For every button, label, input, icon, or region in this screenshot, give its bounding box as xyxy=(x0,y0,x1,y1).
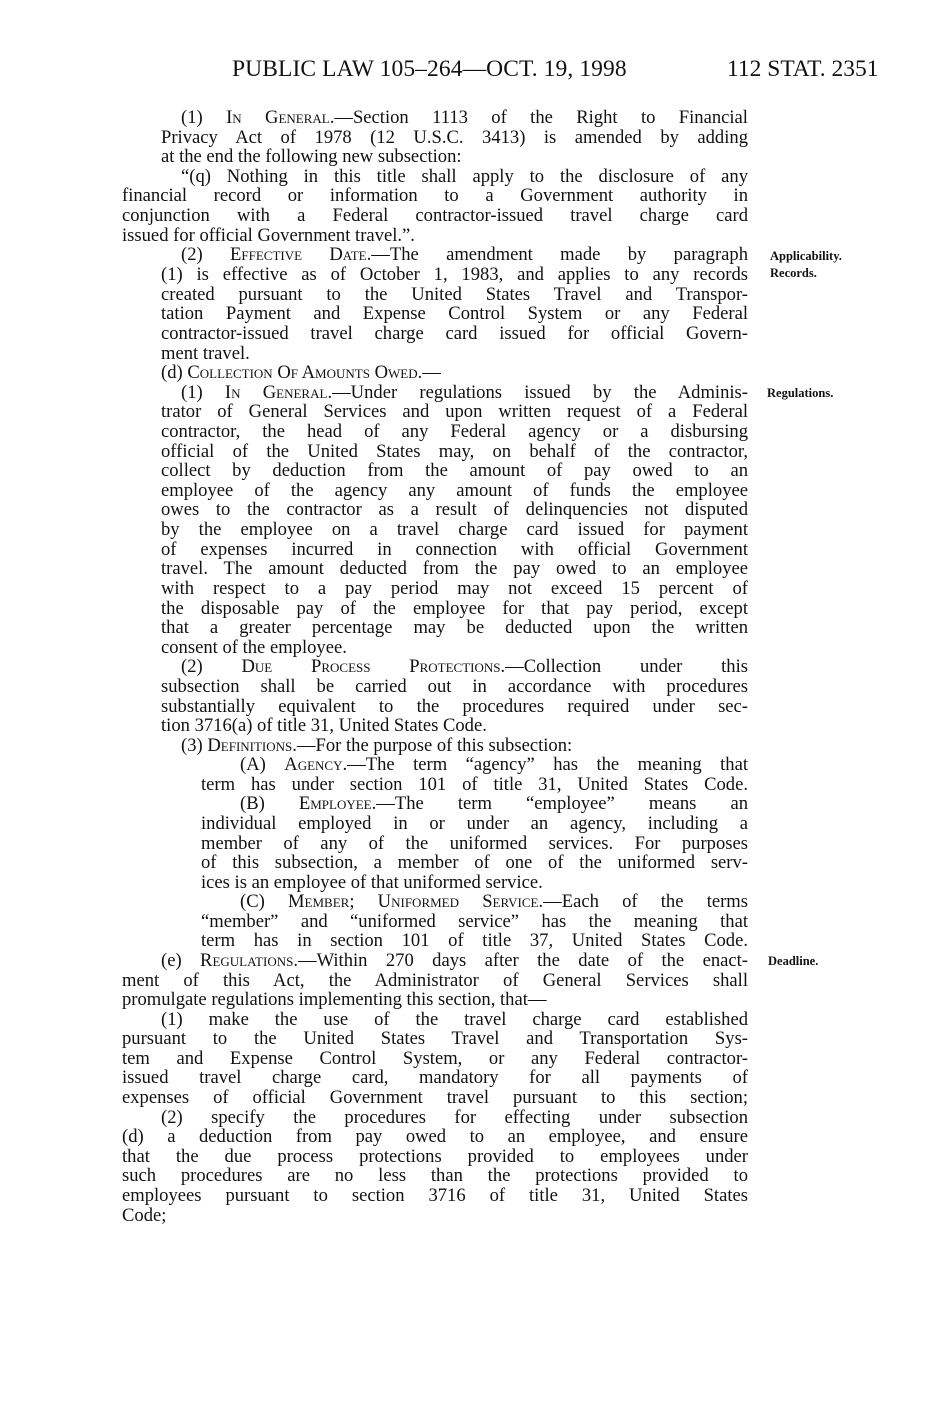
text-line: such procedures are no less than the protections provided to xyxy=(122,1165,748,1186)
text-line: issued travel charge card, mandatory for all payments of xyxy=(122,1067,748,1088)
text-line: created pursuant to the United States Travel and Transpor- xyxy=(161,284,748,305)
text-line: collect by deduction from the amount of pay owed to an xyxy=(161,460,748,481)
margin-note-records: Records. xyxy=(770,266,817,280)
text-line: contractor-issued travel charge card issued for official Govern- xyxy=(161,323,748,344)
text-line: (2) Due Process Protections.—Collection under this xyxy=(181,656,748,677)
text-line: with respect to a pay period may not exceed 15 percent of xyxy=(161,578,748,599)
text-line: tion 3716(a) of title 31, United States Code. xyxy=(161,715,487,736)
text-line: tem and Expense Control System, or any Federal contractor- xyxy=(122,1048,748,1069)
text-line: (1) is effective as of October 1, 1983, and applies to any records xyxy=(161,264,748,285)
text-line: expenses of official Government travel pursuant to this section; xyxy=(122,1087,748,1108)
text-line: (A) Agency.—The term “agency” has the meaning that xyxy=(240,754,748,775)
text-line: (2) Effective Date.—The amendment made by paragraph xyxy=(181,244,748,265)
text-line: term has under section 101 of title 31, United States Code. xyxy=(201,774,748,795)
text-line: financial record or information to a Government authority in xyxy=(122,185,748,206)
text-line: employees pursuant to section 3716 of title 31, United States xyxy=(122,1185,748,1206)
text-line: ices is an employee of that uniformed service. xyxy=(201,872,543,893)
text-line: (1) make the use of the travel charge card established xyxy=(161,1009,748,1030)
text-line: member of any of the uniformed services. For purposes xyxy=(201,833,748,854)
text-line: that a greater percentage may be deducted upon the written xyxy=(161,617,748,638)
margin-note-regulations: Regulations. xyxy=(767,386,834,400)
text-line: conjunction with a Federal contractor-issued travel charge card xyxy=(122,205,748,226)
text-line: Privacy Act of 1978 (12 U.S.C. 3413) is amended by adding xyxy=(161,127,748,148)
text-line: promulgate regulations implementing this section, that— xyxy=(122,989,547,1010)
running-header-title: PUBLIC LAW 105–264—OCT. 19, 1998 xyxy=(232,56,627,82)
text-line: owes to the contractor as a result of delinquencies not disputed xyxy=(161,499,748,520)
text-line: pursuant to the United States Travel and Transportation Sys- xyxy=(122,1028,748,1049)
text-line: the disposable pay of the employee for that pay period, except xyxy=(161,598,748,619)
text-line: subsection shall be carried out in accordance with procedures xyxy=(161,676,748,697)
text-line: (3) Definitions.—For the purpose of this subsection: xyxy=(181,735,573,756)
text-line: of this subsection, a member of one of the uniformed serv- xyxy=(201,852,748,873)
text-line: by the employee on a travel charge card issued for payment xyxy=(161,519,748,540)
text-line: of expenses incurred in connection with official Government xyxy=(161,539,748,560)
text-line: ment of this Act, the Administrator of General Services shall xyxy=(122,970,748,991)
text-line: (B) Employee.—The term “employee” means an xyxy=(240,793,749,814)
text-line: official of the United States may, on behalf of the contractor, xyxy=(161,441,748,462)
text-line: consent of the employee. xyxy=(161,637,347,658)
text-line: substantially equivalent to the procedures required under sec- xyxy=(161,696,748,717)
text-line: (1) In General.—Under regulations issued by the Adminis- xyxy=(181,382,748,403)
text-line: Code; xyxy=(122,1205,167,1226)
text-line: term has in section 101 of title 37, United States Code. xyxy=(201,930,748,951)
text-line: travel. The amount deducted from the pay owed to an employee xyxy=(161,558,748,579)
text-line: ment travel. xyxy=(161,343,250,364)
margin-note-deadline: Deadline. xyxy=(768,954,819,968)
text-line: (d) Collection Of Amounts Owed.— xyxy=(161,362,441,383)
text-line: issued for official Government travel.”. xyxy=(122,225,415,246)
text-line: employee of the agency any amount of funds the employee xyxy=(161,480,748,501)
margin-note-applicability: Applicability. xyxy=(770,249,842,263)
text-line: (2) specify the procedures for effecting under subsection xyxy=(161,1107,748,1128)
text-line: (C) Member; Uniformed Service.—Each of the terms xyxy=(240,891,749,912)
text-line: at the end the following new subsection: xyxy=(161,146,462,167)
text-line: “(q) Nothing in this title shall apply to the disclosure of any xyxy=(181,166,748,187)
running-header-page-number: 112 STAT. 2351 xyxy=(727,56,879,82)
text-line: tation Payment and Expense Control System or any Federal xyxy=(161,303,748,324)
text-line: contractor, the head of any Federal agency or a disbursing xyxy=(161,421,748,442)
text-line: (d) a deduction from pay owed to an employee, and ensure xyxy=(122,1126,748,1147)
text-line: (e) Regulations.—Within 270 days after the date of the enact- xyxy=(161,950,748,971)
text-line: (1) In General.—Section 1113 of the Right to Financial xyxy=(181,107,748,128)
text-line: trator of General Services and upon written request of a Federal xyxy=(161,401,748,422)
text-line: that the due process protections provided to employees under xyxy=(122,1146,748,1167)
text-line: “member” and “uniformed service” has the meaning that xyxy=(201,911,748,932)
text-line: individual employed in or under an agency, including a xyxy=(201,813,748,834)
